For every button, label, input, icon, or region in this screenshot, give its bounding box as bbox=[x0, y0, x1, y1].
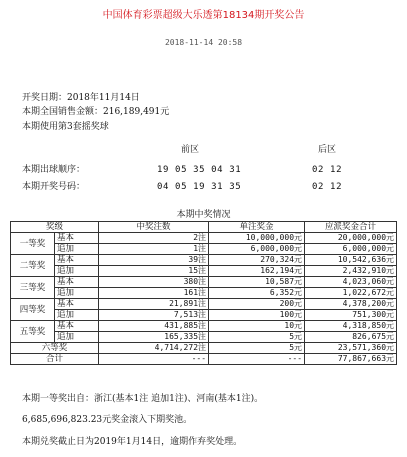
count-cell: 4,714,272注 bbox=[99, 343, 209, 354]
total-cell: 10,542,636元 bbox=[305, 255, 397, 266]
prize-table-caption: 本期中奖情况 bbox=[176, 210, 231, 220]
type-cell: 基本 bbox=[55, 233, 99, 244]
table-row bbox=[11, 288, 397, 299]
draw-order-label: 本期出球顺序： bbox=[22, 165, 86, 175]
header-total: 应派奖金合计 bbox=[305, 222, 397, 233]
prize-table bbox=[10, 221, 397, 365]
table-row bbox=[11, 321, 397, 332]
level-cell: 一等奖 bbox=[11, 233, 55, 255]
prize-cell: 200元 bbox=[209, 299, 305, 310]
back-zone-label: 后区 bbox=[318, 145, 337, 155]
prize-cell: 100元 bbox=[209, 310, 305, 321]
total-cell: 826,675元 bbox=[305, 332, 397, 343]
prize-cell: 162,194元 bbox=[209, 266, 305, 277]
table-row bbox=[11, 277, 397, 288]
publish-timestamp: 2018-11-14 20:58 bbox=[164, 38, 243, 47]
jackpot-rollover: 6,685,696,823.23元奖金滚入下期奖池。 bbox=[22, 415, 193, 425]
draw-order-front: 19 05 35 04 31 bbox=[157, 165, 242, 175]
type-cell: 追加 bbox=[55, 332, 99, 343]
draw-date: 开奖日期：2018年11月14日 bbox=[22, 93, 140, 103]
type-cell: 追加 bbox=[55, 244, 99, 255]
type-cell: 追加 bbox=[55, 266, 99, 277]
first-prize-winners: 本期一等奖出自：浙江(基本1注 追加1注)、河南(基本1注)。 bbox=[22, 394, 264, 404]
prize-cell: 5元 bbox=[209, 332, 305, 343]
type-cell: 基本 bbox=[55, 299, 99, 310]
announcement-title: 中国体育彩票超级大乐透第18134期开奖公告 bbox=[102, 10, 305, 21]
prize-cell: 5元 bbox=[209, 343, 305, 354]
draw-order-back: 02 12 bbox=[312, 165, 343, 175]
total-cell: 4,023,060元 bbox=[305, 277, 397, 288]
table-row bbox=[11, 244, 397, 255]
table-row bbox=[11, 332, 397, 343]
prize-cell: 10,587元 bbox=[209, 277, 305, 288]
sales-amount: 本期全国销售金额：216,189,491元 bbox=[22, 107, 170, 117]
header-count: 中奖注数 bbox=[99, 222, 209, 233]
header-prize: 单注奖金 bbox=[209, 222, 305, 233]
prize-table-header bbox=[11, 222, 397, 233]
level-cell: 三等奖 bbox=[11, 277, 55, 299]
total-cell: 751,300元 bbox=[305, 310, 397, 321]
level-cell: 四等奖 bbox=[11, 299, 55, 321]
total-cell: 1,022,672元 bbox=[305, 288, 397, 299]
claim-deadline: 本期兑奖截止日为2019年1月14日，逾期作弃奖处理。 bbox=[22, 437, 243, 447]
prize-cell: 270,324元 bbox=[209, 255, 305, 266]
count-cell: 15注 bbox=[99, 266, 209, 277]
front-zone-label: 前区 bbox=[181, 145, 200, 155]
count-cell: 7,513注 bbox=[99, 310, 209, 321]
level-cell: 二等奖 bbox=[11, 255, 55, 277]
winning-numbers-front: 04 05 19 31 35 bbox=[157, 182, 242, 192]
count-cell: 2注 bbox=[99, 233, 209, 244]
level-cell: 五等奖 bbox=[11, 321, 55, 343]
header-level: 奖级 bbox=[11, 222, 99, 233]
winning-numbers-back: 02 12 bbox=[312, 182, 343, 192]
table-row bbox=[11, 233, 397, 244]
table-row-sum bbox=[11, 354, 397, 365]
count-cell: 1注 bbox=[99, 244, 209, 255]
count-cell: 380注 bbox=[99, 277, 209, 288]
level-cell: 六等奖 bbox=[11, 343, 99, 354]
table-row bbox=[11, 255, 397, 266]
prize-cell: --- bbox=[209, 354, 305, 365]
total-cell: 4,318,850元 bbox=[305, 321, 397, 332]
count-cell: 165,335注 bbox=[99, 332, 209, 343]
table-row bbox=[11, 299, 397, 310]
type-cell: 追加 bbox=[55, 288, 99, 299]
count-cell: 39注 bbox=[99, 255, 209, 266]
prize-cell: 6,352元 bbox=[209, 288, 305, 299]
sum-label-cell: 合计 bbox=[11, 354, 99, 365]
count-cell: 21,891注 bbox=[99, 299, 209, 310]
prize-cell: 10,000,000元 bbox=[209, 233, 305, 244]
type-cell: 基本 bbox=[55, 255, 99, 266]
type-cell: 基本 bbox=[55, 277, 99, 288]
total-cell: 2,432,910元 bbox=[305, 266, 397, 277]
total-cell: 6,000,000元 bbox=[305, 244, 397, 255]
prize-cell: 10元 bbox=[209, 321, 305, 332]
ball-set: 本期使用第3套摇奖球 bbox=[22, 122, 109, 132]
count-cell: 431,885注 bbox=[99, 321, 209, 332]
total-cell: 23,571,360元 bbox=[305, 343, 397, 354]
total-cell: 20,000,000元 bbox=[305, 233, 397, 244]
table-row bbox=[11, 310, 397, 321]
type-cell: 追加 bbox=[55, 310, 99, 321]
total-cell: 77,867,663元 bbox=[305, 354, 397, 365]
total-cell: 4,378,200元 bbox=[305, 299, 397, 310]
table-row-sixth bbox=[11, 343, 397, 354]
prize-cell: 6,000,000元 bbox=[209, 244, 305, 255]
winning-numbers-label: 本期开奖号码： bbox=[22, 182, 86, 192]
count-cell: --- bbox=[99, 354, 209, 365]
type-cell: 基本 bbox=[55, 321, 99, 332]
count-cell: 161注 bbox=[99, 288, 209, 299]
table-row bbox=[11, 266, 397, 277]
